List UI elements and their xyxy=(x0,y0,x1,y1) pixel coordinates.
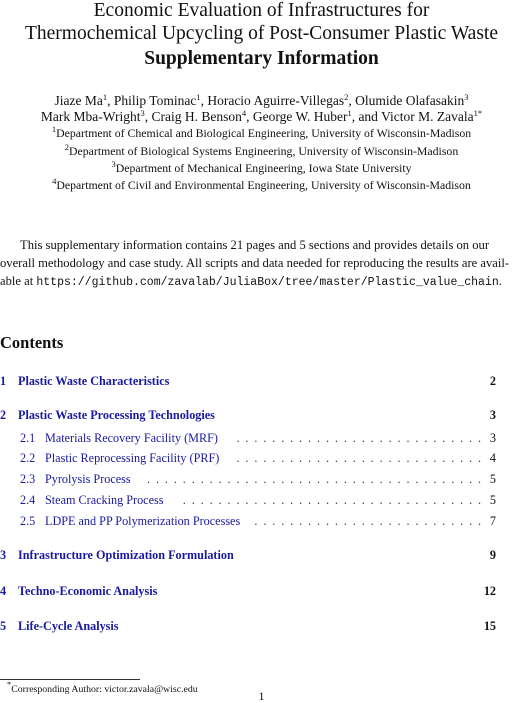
affiliation-3 xyxy=(0,161,523,175)
author-name: Horacio Aguirre-Villegas xyxy=(207,93,345,108)
toc-entry-1[interactable] xyxy=(0,373,523,389)
author-name: Philip Tominac xyxy=(113,93,197,108)
author-affiliation-marker: 1* xyxy=(473,108,483,118)
toc-entry-title[interactable]: Plastic Waste Processing Technologies xyxy=(18,408,215,422)
contents-heading: Contents xyxy=(0,333,64,352)
author-affiliation-marker: 3 xyxy=(464,92,469,102)
author-name: Mark Mba-Wright xyxy=(40,109,141,124)
abstract-line-3 xyxy=(0,273,502,292)
toc-entry-number[interactable]: 1 xyxy=(0,374,7,388)
author-separator: , and xyxy=(351,109,382,124)
affiliation-1-text: Department of Chemical and Biological Engineering, University of Wisconsin-Madison xyxy=(56,126,472,140)
author-affiliation-marker: 1 xyxy=(196,92,201,102)
toc-entry-number[interactable]: 2.3 xyxy=(20,472,36,486)
toc-entry-number[interactable]: 2.5 xyxy=(20,514,36,528)
author-affiliation-marker: 3 xyxy=(140,108,145,118)
toc-dot-leader: ...................................... xyxy=(147,472,487,486)
page-number: 1 xyxy=(258,689,265,703)
toc-entry-title[interactable]: Life-Cycle Analysis xyxy=(18,619,119,633)
toc-entry-title[interactable]: Materials Recovery Facility (MRF) xyxy=(45,431,218,445)
toc-entry-2-4[interactable] xyxy=(0,492,523,508)
affiliation-4-text: Department of Civil and Environmental Engineering, University of Wisconsin-Madison xyxy=(56,178,471,192)
toc-entry-page: 12 xyxy=(483,584,496,598)
toc-entry-page: 9 xyxy=(489,548,496,562)
author-name: Olumide Olafasakin xyxy=(355,93,465,108)
toc-entry-number[interactable]: 5 xyxy=(0,619,7,633)
toc-entry-page: 15 xyxy=(483,619,496,633)
toc-entry-title[interactable]: Pyrolysis Process xyxy=(45,472,131,486)
toc-entry-page: 7 xyxy=(489,514,496,528)
toc-dot-leader: ............................ xyxy=(236,431,487,445)
author-separator: , xyxy=(246,109,253,124)
toc-entry-number[interactable]: 3 xyxy=(0,548,7,562)
toc-entry-4[interactable] xyxy=(0,583,523,599)
author-affiliation-marker: 1 xyxy=(347,108,352,118)
affiliation-2-text: Department of Biological Systems Engineering, University of Wisconsin-Madison xyxy=(69,144,459,158)
toc-entry-page: 5 xyxy=(489,493,496,507)
toc-entry-page: 5 xyxy=(489,472,496,486)
toc-entry-5[interactable] xyxy=(0,618,523,634)
toc-entry-title[interactable]: Plastic Reprocessing Facility (PRF) xyxy=(45,451,220,465)
abstract-line-2: overall methodology and case study. All scripts and data needed for reproducing the results are avail- xyxy=(0,256,510,270)
footnote-rule xyxy=(0,679,140,680)
author-line-1 xyxy=(0,93,523,109)
toc-dot-leader: .......................... xyxy=(254,514,487,528)
toc-entry-2[interactable] xyxy=(0,407,523,423)
affiliation-2 xyxy=(0,144,523,158)
toc-entry-2-3[interactable] xyxy=(0,471,523,487)
toc-entry-number[interactable]: 2.2 xyxy=(20,451,36,465)
author-name: George W. Huber xyxy=(252,109,348,124)
toc-entry-3[interactable] xyxy=(0,547,523,563)
affiliation-4-marker: 4 xyxy=(52,176,57,186)
affiliation-1 xyxy=(0,126,523,140)
toc-entry-2-5[interactable] xyxy=(0,513,523,529)
author-affiliation-marker: 2 xyxy=(344,92,349,102)
toc-entry-page: 3 xyxy=(489,431,496,445)
toc-entry-2-2[interactable] xyxy=(0,450,523,466)
abstract-line-1: This supplementary information contains 21 pages and 5 sections and provides details on our xyxy=(20,238,490,252)
author-name: Victor M. Zavala xyxy=(381,109,474,124)
author-name: Jiaze Ma xyxy=(54,93,103,108)
toc-entry-title[interactable]: Plastic Waste Characteristics xyxy=(18,374,170,388)
toc-entry-title[interactable]: Infrastructure Optimization Formulation xyxy=(18,548,234,562)
title-line-2: Thermochemical Upcycling of Post-Consumer Plastic Waste xyxy=(24,23,498,44)
author-affiliation-marker: 1 xyxy=(102,92,108,102)
toc-entry-title[interactable]: Techno-Economic Analysis xyxy=(18,584,158,598)
toc-entry-title[interactable]: Steam Cracking Process xyxy=(45,493,164,507)
author-separator: , xyxy=(107,93,114,108)
author-affiliation-marker: 4 xyxy=(241,108,247,118)
author-name: Craig H. Benson xyxy=(151,109,242,124)
author-separator: , xyxy=(348,93,356,108)
toc-entry-title[interactable]: LDPE and PP Polymerization Processes xyxy=(45,514,241,528)
repository-link[interactable]: https://github.com/zavalab/JuliaBox/tree/master/Plastic_value_chain xyxy=(36,276,499,289)
toc-entry-number[interactable]: 2.4 xyxy=(20,493,36,507)
footnote-text: Corresponding Author: victor.zavala@wisc.edu xyxy=(11,684,198,695)
toc-entry-2-1[interactable] xyxy=(0,430,523,446)
toc-entry-number[interactable]: 4 xyxy=(0,584,7,598)
affiliation-3-marker: 3 xyxy=(111,159,116,169)
title-line-1: Economic Evaluation of Infrastructures for xyxy=(93,0,430,21)
author-separator: , xyxy=(200,93,208,108)
affiliation-1-marker: 1 xyxy=(51,124,57,134)
toc-entry-number[interactable]: 2 xyxy=(0,408,7,422)
toc-entry-page: 4 xyxy=(489,451,496,465)
toc-entry-page: 3 xyxy=(489,408,496,422)
affiliation-4 xyxy=(0,178,523,192)
toc-entry-number[interactable]: 2.1 xyxy=(20,431,36,445)
footnote-marker: * xyxy=(7,679,12,689)
author-separator: , xyxy=(144,109,152,124)
toc-dot-leader: .................................. xyxy=(182,493,487,507)
toc-dot-leader: ............................ xyxy=(236,451,487,465)
abstract-line-3-prefix: able at xyxy=(0,274,37,288)
toc-entry-page: 2 xyxy=(489,374,496,388)
author-line-2 xyxy=(0,109,523,125)
affiliation-2-marker: 2 xyxy=(64,142,70,152)
supplementary-heading: Supplementary Information xyxy=(144,48,379,69)
abstract-line-3-suffix: . xyxy=(498,274,502,288)
affiliation-3-text: Department of Mechanical Engineering, Iowa State University xyxy=(115,161,412,175)
